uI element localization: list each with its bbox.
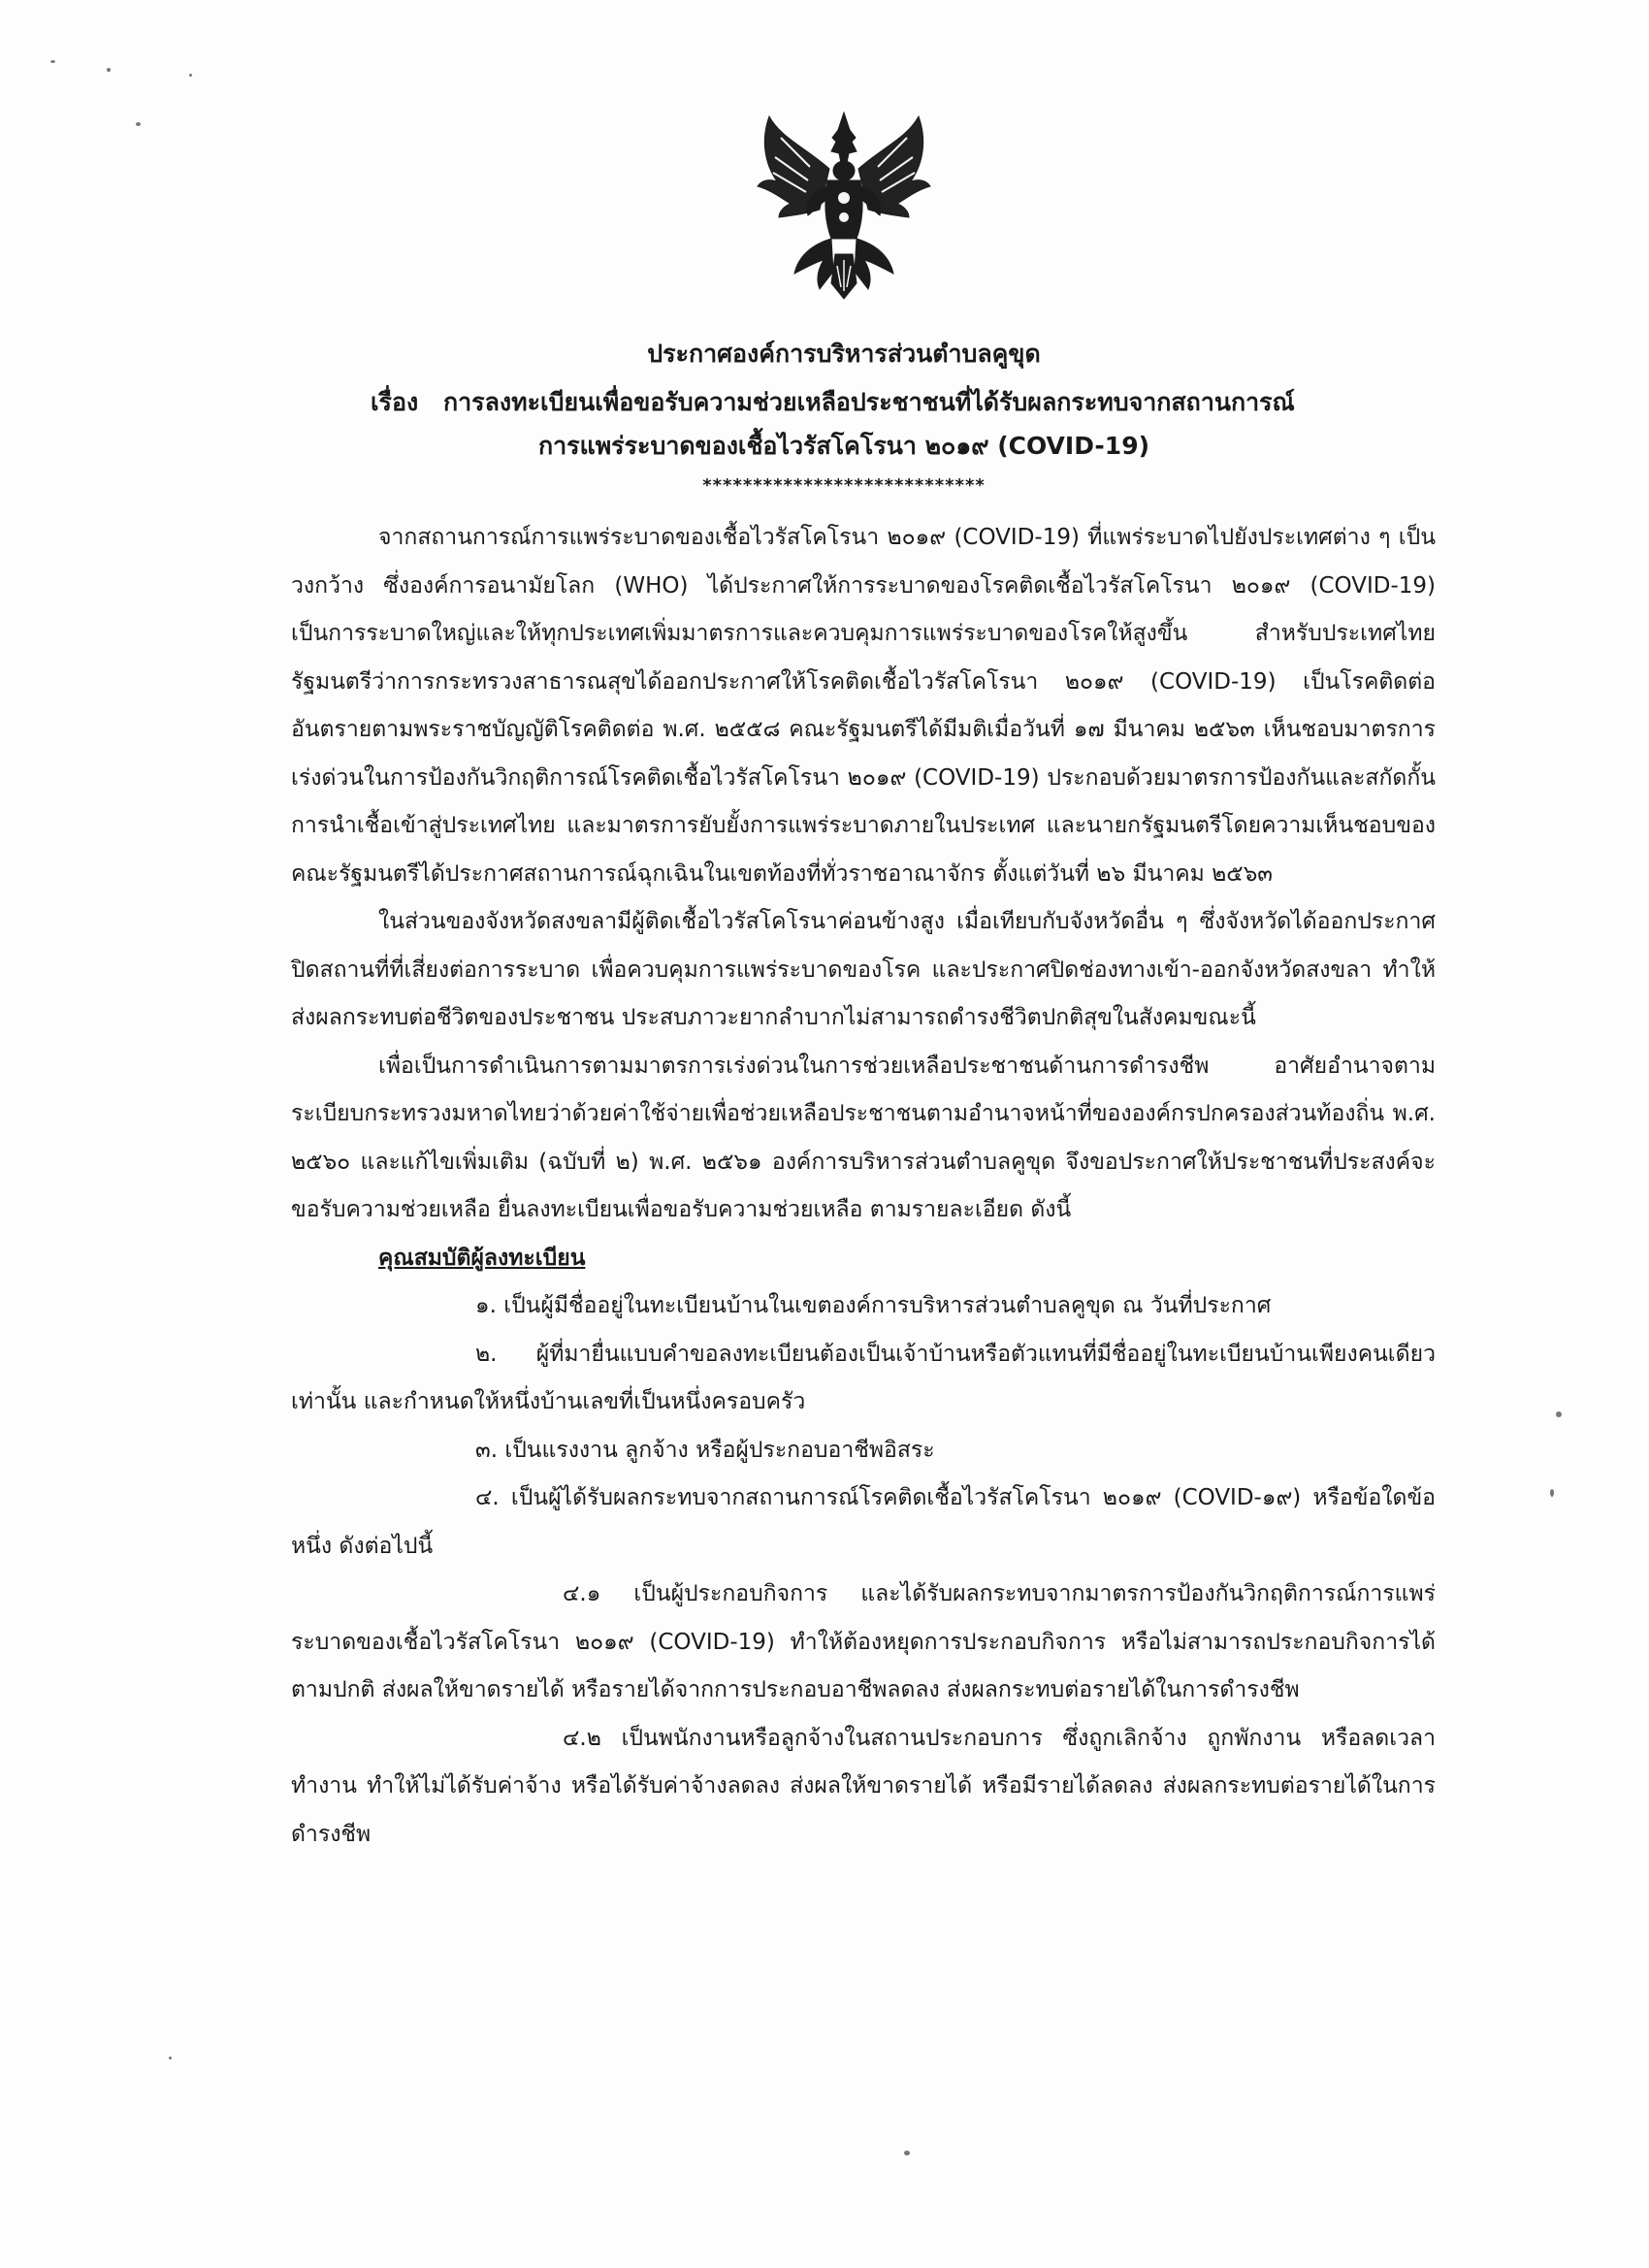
announcement-body <box>291 514 1436 1859</box>
page-title: ประกาศองค์การบริหารส่วนตำบลคูขุด <box>647 340 1041 368</box>
qualification-item-2: ๒. ผู้ที่มายื่นแบบคำขอลงทะเบียนต้องเป็นเจ้าบ้านหรือตัวแทนที่มีชื่ออยู่ในทะเบียนบ้านเพียงคนเดียวเท่านั้น และกำหนดให้หนึ่งบ้านเลขที่เป็นหนึ่งครอบครัว <box>291 1341 1436 1414</box>
paragraph-authority: เพื่อเป็นการดำเนินการตามมาตรการเร่งด่วนในการช่วยเหลือประชาชนด้านการดำรงชีพ อาศัยอำนาจตามระเบียบกระทรวงมหาดไทยว่าด้วยค่าใช้จ่ายเพื่อช่วยเหลือประชาชนตามอำนาจหน้าที่ขององค์กรปกครองส่วนท้องถิ่น พ.ศ. ๒๕๖๐ และแก้ไขเพิ่มเติม (ฉบับที่ ๒) พ.ศ. ๒๕๖๑ องค์การบริหารส่วนตำบลคูขุด จึงขอประกาศให้ประชาชนที่ประสงค์จะขอรับความช่วยเหลือ ยื่นลงทะเบียนเพื่อขอรับความช่วยเหลือ ตามรายละเอียด ดังนี้ <box>291 1053 1436 1222</box>
scan-speck <box>189 74 192 77</box>
qualifications-heading: คุณสมบัติผู้ลงทะเบียน <box>378 1245 586 1271</box>
qualification-item-3: ๓. เป็นแรงงาน ลูกจ้าง หรือผู้ประกอบอาชีพอิสระ <box>475 1437 935 1463</box>
garuda-emblem-icon <box>752 109 936 303</box>
subject-text-line1: การลงทะเบียนเพื่อขอรับความช่วยเหลือประชาชนที่ได้รับผลกระทบจากสถานการณ์ <box>443 388 1295 416</box>
qualification-item-4-2: ๔.๒ เป็นพนักงานหรือลูกจ้างในสถานประกอบการ ซึ่งถูกเลิกจ้าง ถูกพักงาน หรือลดเวลาทำงาน ทำให้ไม่ได้รับค่าจ้าง หรือได้รับค่าจ้างลดลง ส่งผลให้ขาดรายได้ หรือมีรายได้ลดลง ส่งผลกระทบต่อรายได้ในการดำรงชีพ <box>291 1725 1436 1847</box>
scan-speck <box>1556 1411 1562 1417</box>
scan-speck <box>107 68 111 72</box>
subject-line <box>371 383 1457 422</box>
scan-speck <box>904 2151 910 2155</box>
qualification-item-4: ๔. เป็นผู้ได้รับผลกระทบจากสถานการณ์โรคติดเชื้อไวรัสโคโรนา ๒๐๑๙ (COVID-๑๙) หรือข้อใดข้อหนึ่ง ดังต่อไปนี้ <box>291 1485 1436 1559</box>
scan-speck <box>50 60 55 63</box>
scan-speck <box>1550 1489 1554 1497</box>
subject-text-line2: การแพร่ระบาดของเชื้อไวรัสโคโรนา ๒๐๑๙ (COVID-19) <box>537 432 1150 460</box>
paragraph-songkhla: ในส่วนของจังหวัดสงขลามีผู้ติดเชื้อไวรัสโคโรนาค่อนข้างสูง เมื่อเทียบกับจังหวัดอื่น ๆ ซึ่งจังหวัดได้ออกประกาศปิดสถานที่ที่เสี่ยงต่อการระบาด เพื่อควบคุมการแพร่ระบาดของโรค และประกาศปิดช่องทางเข้า-ออกจังหวัดสงขลา ทำให้ส่งผลกระทบต่อชีวิตของประชาชน ประสบภาวะยากลำบากไม่สามารถดำรงชีวิตปกติสุขในสังคมขณะนี้ <box>291 909 1436 1030</box>
scan-speck <box>169 2057 172 2059</box>
subject-label: เรื่อง <box>371 388 419 416</box>
qualification-item-1: ๑. เป็นผู้มีชื่ออยู่ในทะเบียนบ้านในเขตองค์การบริหารส่วนตำบลคูขุด ณ วันที่ประกาศ <box>475 1293 1272 1318</box>
paragraph-background: จากสถานการณ์การแพร่ระบาดของเชื้อไวรัสโคโรนา ๒๐๑๙ (COVID-19) ที่แพร่ระบาดไปยังประเทศต่าง ๆ เป็นวงกว้าง ซึ่งองค์การอนามัยโลก (WHO) ได้ประกาศให้การระบาดของโรคติดเชื้อไวรัสโคโรนา ๒๐๑๙ (COVID-19) เป็นการระบาดใหญ่และให้ทุกประเทศเพิ่มมาตรการและควบคุมการแพร่ระบาดของโรคให้สูงขึ้น สำหรับประเทศไทย รัฐมนตรีว่าการกระทรวงสาธารณสุขได้ออกประกาศให้โรคติดเชื้อไวรัสโคโรนา ๒๐๑๙ (COVID-19) เป็นโรคติดต่ออันตรายตามพระราชบัญญัติโรคติดต่อ พ.ศ. ๒๕๕๘ คณะรัฐมนตรีได้มีมติเมื่อวันที่ ๑๗ มีนาคม ๒๕๖๓ เห็นชอบมาตรการเร่งด่วนในการป้องกันวิกฤติการณ์โรคติดเชื้อไวรัสโคโรนา ๒๐๑๙ (COVID-19) ประกอบด้วยมาตรการป้องกันและสกัดกั้นการนำเชื้อเข้าสู่ประเทศไทย และมาตรการยับยั้งการแพร่ระบาดภายในประเทศ และนายกรัฐมนตรีโดยความเห็นชอบของคณะรัฐมนตรีได้ประกาศสถานการณ์ฉุกเฉินในเขตท้องที่ทั่วราชอาณาจักร ตั้งแต่วันที่ ๒๖ มีนาคม ๒๕๖๓ <box>291 525 1436 887</box>
separator-stars: **************************** <box>702 475 986 496</box>
scan-speck <box>136 122 141 126</box>
qualification-item-4-1: ๔.๑ เป็นผู้ประกอบกิจการ และได้รับผลกระทบจากมาตรการป้องกันวิกฤติการณ์การแพร่ระบาดของเชื้อไวรัสโคโรนา ๒๐๑๙ (COVID-19) ทำให้ต้องหยุดการประกอบกิจการ หรือไม่สามารถประกอบกิจการได้ตามปกติ ส่งผลให้ขาดรายได้ หรือรายได้จากการประกอบอาชีพลดลง ส่งผลกระทบต่อรายได้ในการดำรงชีพ <box>291 1581 1436 1702</box>
